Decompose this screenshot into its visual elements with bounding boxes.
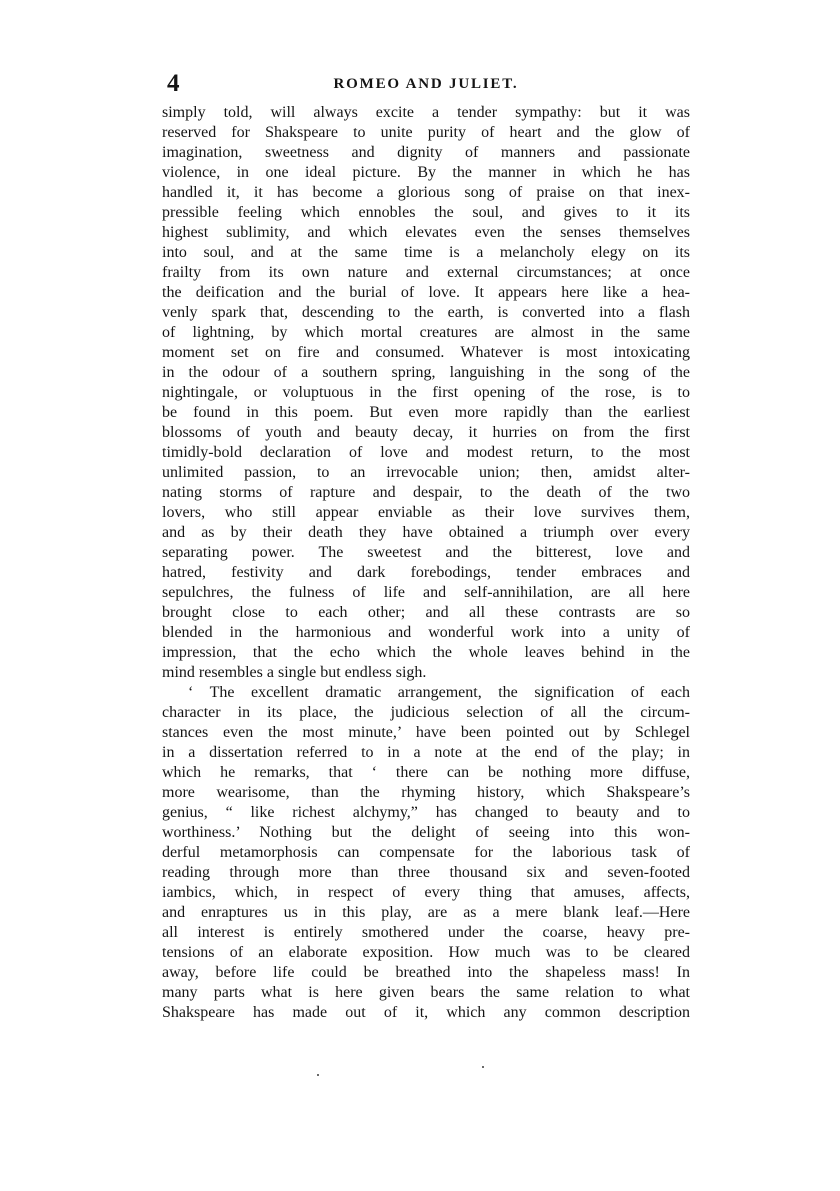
- text-line: into soul, and at the same time is a melancholy elegy on its: [162, 244, 690, 261]
- text-line: in a dissertation referred to in a note at the end of the play; in: [162, 744, 690, 761]
- text-line: reserved for Shakspeare to unite purity of heart and the glow of: [162, 124, 690, 141]
- text-line: timidly-bold declaration of love and modest return, to the most: [162, 444, 690, 461]
- text-line: Shakspeare has made out of it, which any common description: [162, 1004, 690, 1021]
- text-line: worthiness.’ Nothing but the delight of seeing into this won-: [162, 824, 690, 841]
- running-title: ROMEO AND JULIET.: [333, 76, 519, 92]
- page-number: 4: [167, 70, 180, 97]
- paragraph-start-line: ‘ The excellent dramatic arrangement, the signification of each: [188, 684, 690, 701]
- text-line: unlimited passion, to an irrevocable union; then, amidst alter-: [162, 464, 690, 481]
- text-line: the deification and the burial of love. It appears here like a hea-: [162, 284, 690, 301]
- text-line: reading through more than three thousand six and seven-footed: [162, 864, 690, 881]
- body-text: [162, 103, 690, 1023]
- text-line: handled it, it has become a glorious song of praise on that inex-: [162, 184, 690, 201]
- text-line: moment set on fire and consumed. Whatever is most intoxicating: [162, 344, 690, 361]
- print-speck: [482, 1066, 484, 1068]
- text-line: nating storms of rapture and despair, to the death of the two: [162, 484, 690, 501]
- text-line: highest sublimity, and which elevates even the senses themselves: [162, 224, 690, 241]
- text-line: hatred, festivity and dark forebodings, tender embraces and: [162, 564, 690, 581]
- text-line: blended in the harmonious and wonderful work into a unity of: [162, 624, 690, 641]
- text-line: brought close to each other; and all these contrasts are so: [162, 604, 690, 621]
- text-line: blossoms of youth and beauty decay, it hurries on from the first: [162, 424, 690, 441]
- text-line: be found in this poem. But even more rapidly than the earliest: [162, 404, 690, 421]
- text-line: genius, “ like richest alchymy,” has changed to beauty and to: [162, 804, 690, 821]
- text-line: of lightning, by which mortal creatures are almost in the same: [162, 324, 690, 341]
- text-line: in the odour of a southern spring, languishing in the song of the: [162, 364, 690, 381]
- text-line: away, before life could be breathed into the shapeless mass! In: [162, 964, 690, 981]
- print-speck: [317, 1074, 319, 1076]
- text-line: nightingale, or voluptuous in the first opening of the rose, is to: [162, 384, 690, 401]
- text-line: more wearisome, than the rhyming history, which Shakspeare’s: [162, 784, 690, 801]
- text-line: pressible feeling which ennobles the soul, and gives to it its: [162, 204, 690, 221]
- text-line: impression, that the echo which the whole leaves behind in the: [162, 644, 690, 661]
- text-line: tensions of an elaborate exposition. How much was to be cleared: [162, 944, 690, 961]
- text-line: sepulchres, the fulness of life and self-annihilation, are all here: [162, 584, 690, 601]
- text-line: stances even the most minute,’ have been pointed out by Schlegel: [162, 724, 690, 741]
- text-line: all interest is entirely smothered under the coarse, heavy pre-: [162, 924, 690, 941]
- text-line: lovers, who still appear enviable as their love survives them,: [162, 504, 690, 521]
- text-line: and as by their death they have obtained a triumph over every: [162, 524, 690, 541]
- text-line: venly spark that, descending to the earth, is converted into a flash: [162, 304, 690, 321]
- text-line: many parts what is here given bears the same relation to what: [162, 984, 690, 1001]
- text-line: character in its place, the judicious selection of all the circum-: [162, 704, 690, 721]
- page-header: [162, 68, 690, 100]
- text-line: iambics, which, in respect of every thing that amuses, affects,: [162, 884, 690, 901]
- text-line: frailty from its own nature and external circumstances; at once: [162, 264, 690, 281]
- text-line: violence, in one ideal picture. By the manner in which he has: [162, 164, 690, 181]
- text-line: derful metamorphosis can compensate for the laborious task of: [162, 844, 690, 861]
- text-line: simply told, will always excite a tender sympathy: but it was: [162, 104, 690, 121]
- text-line: separating power. The sweetest and the bitterest, love and: [162, 544, 690, 561]
- paragraph-end-line: mind resembles a single but endless sigh.: [162, 664, 427, 681]
- text-line: and enraptures us in this play, are as a mere blank leaf.—Here: [162, 904, 690, 921]
- text-line: which he remarks, that ‘ there can be nothing more diffuse,: [162, 764, 690, 781]
- text-line: imagination, sweetness and dignity of manners and passionate: [162, 144, 690, 161]
